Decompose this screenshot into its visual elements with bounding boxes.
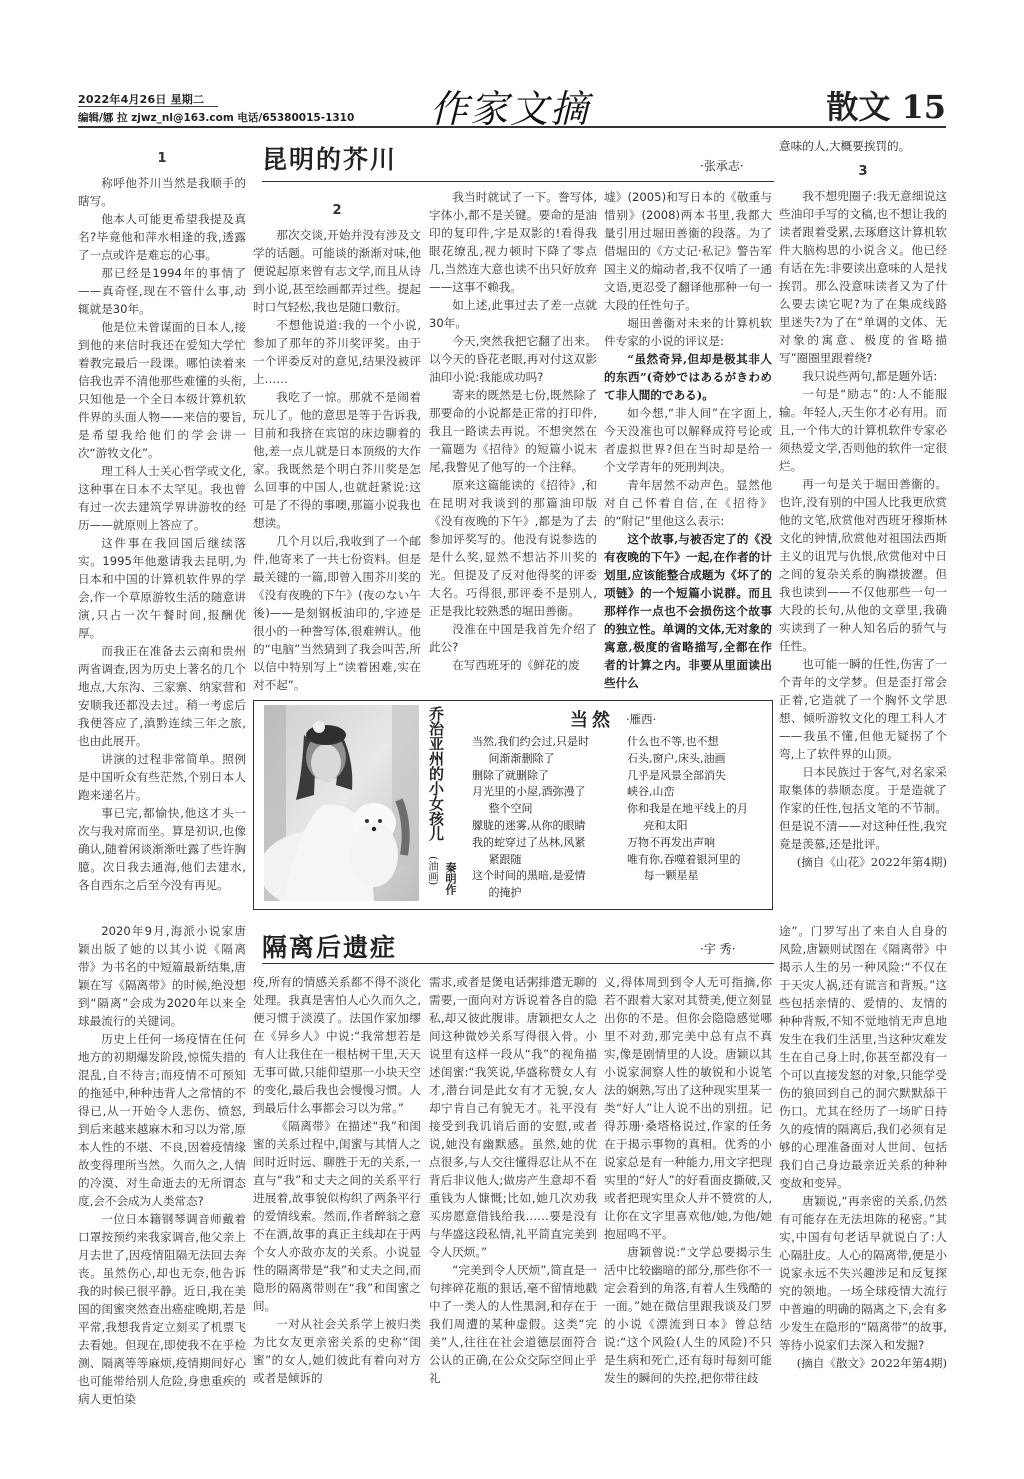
header-divider <box>78 126 946 128</box>
source-note: (摘自《散文》2022年第4期) <box>796 1356 947 1370</box>
paragraph: 一句是“励志”的:人不能服输。年轻人,天生你才必有用。而且,一个伟大的计算机软件专家必须热爱文学,否则他的软件一定很烂。 <box>779 387 947 473</box>
poem-line: 我的蛇穿过了丛林,风紧 <box>472 835 586 849</box>
paragraph: 称呼他芥川当然是我顺手的瞎写。 <box>78 176 246 208</box>
poem-line: 唯有你,吞噬着银河里的 <box>627 852 741 866</box>
poem-line: 你和我是在地平线上的月 <box>627 802 748 816</box>
paragraph: 在写西班牙的《鲜花的废 <box>452 658 580 672</box>
paragraph: 讲演的过程非常简单。照例是中国听众有些茫然,个别日本人跑来递名片。 <box>78 752 246 802</box>
article2-column-2 <box>253 973 421 1387</box>
section-page-label: 散文 15 <box>826 88 946 126</box>
painting-image <box>264 705 419 901</box>
article2-column-1 <box>78 922 246 1408</box>
poem-line: 朦胧的迷雾,从你的眼睛 <box>472 818 586 832</box>
poem-line: 间渐渐删除了 <box>488 751 555 765</box>
poem-line: 峡谷,山峦 <box>627 785 675 799</box>
paragraph: 理工科人士关心哲学或文化,这种事在日本不太罕见。我也曾有过一次去建筑学界讲游牧的经历——就原则上答应了。 <box>78 464 246 532</box>
poem-line: 几乎是风景全部消失 <box>627 768 726 782</box>
article1-column-2 <box>253 198 421 694</box>
poem-line: 每一颗星星 <box>643 869 699 883</box>
paragraph: 如上述,此事过去了差一点就30年。 <box>429 298 597 330</box>
article2-column-4 <box>604 973 772 1387</box>
poem-title: 当然 <box>570 710 614 731</box>
article-title: 昆明的芥川 <box>262 145 398 174</box>
paragraph: 唐颖说,“再亲密的关系,仍然有可能存在无法坦陈的秘密。”其实,中国有句老话早就说白了:人心隔肚皮。人心的隔离带,便是小说家永远不失兴趣涉足和反复探究的领地。一场全球疫情大流行中普遍的明确的隔离之下,会有多少发生在隐形的“隔离带”的故事,等待小说家们去深入和发掘? <box>779 1194 947 1352</box>
paragraph: 青年居然不动声色。显然他对自己怀着自信,在《招待》的“附记”里他这么表示: <box>604 478 772 528</box>
poem-line: 这个时间的黑暗,是爱情 <box>472 869 586 883</box>
paragraph: 他本人可能更希望我提及真名?毕竟他和萍水相逢的我,透露了一点或许是难忘的心事。 <box>78 212 246 262</box>
paragraph: 一位日本籍钢琴调音师戴着口罩按预约来我家调音,他父亲上月去世了,因疫情阻隔无法回去奔丧。虽然伤心,却也无奈,他告诉我的时候已很平静。近日,我在美国的闺蜜突然查出癌症晚期,若是平常,我想我肯定立刻买了机票飞去看她。但现在,即使我不在乎检测、隔离等等麻烦,疫情期间好心也可能带给别人危险,身患重疾的病人更怕染 <box>78 1212 246 1406</box>
poem-line: 石头,窗户,床头,油画 <box>627 751 726 765</box>
masthead-logo: 作家文摘 <box>430 87 591 131</box>
painting-title: 乔治亚州的小女孩儿 <box>427 706 445 841</box>
paragraph: 没准在中国是我首先介绍了此公? <box>429 622 597 654</box>
paragraph: 我当时就试了一下。誊写体,字体小,都不是关键。要命的是油印的复印件,字是双影的!看得我眼花缭乱,视力顿时下降了零点几,当然连大意也读不出只好放弃——这事不赖我。 <box>429 190 597 294</box>
editor-contact: 编辑/娜 拉 zjwz_nl@163.com 电话/65380015-1310 <box>78 112 355 124</box>
title-divider <box>262 963 774 964</box>
article-byline: ·宇 秀· <box>700 942 736 956</box>
article1-column-1 <box>78 146 246 894</box>
poem-line: 紧跟随 <box>488 852 522 866</box>
paragraph: 唐颖曾说:“文学总要揭示生活中比较幽暗的部分,那些你不一定会看到的角落,有着人生残酷的一面。”她在微信里跟我谈及门罗的小说《漂流到日本》曾总结说:“这个风险(人生的风险)不只是生病和死亡,还有每时每刻可能发生的瞬间的失控,把你带往歧 <box>604 1245 772 1385</box>
poem-author: ·雁西· <box>626 712 657 726</box>
paragraph: 再一句是关于堀田善衞的。也许,没有别的中国人比我更欣赏他的文笔,欣赏他对西班牙穆斯林文化的钟情,欣赏他对祖国法西斯主义的诅咒与仇恨,欣赏他对中日之间的复杂关系的胸襟披瀝。但我也读到——不仅他那些一句一大段的长句,从他的文章里,我确实读到了一种人知名后的骄气与任性。 <box>779 477 947 653</box>
paragraph: 这件事在我回国后继续落实。1995年他邀请我去昆明,为日本和中国的计算机软件界的学会,作一个草原游牧生活的随意讲演,只占一次午餐时间,报酬优厚。 <box>78 536 246 640</box>
paragraph: 我吃了一惊。那就不是闹着玩儿了。他的意思是等于告诉我,目前和我挤在宾馆的床边聊着的他,差一点儿就是日本顶级的大作家。我既然是个明白芥川奖是怎么回事的中国人,也就赶紧说:这可是了不得的事噢,那篇小说我也想读。 <box>253 390 421 530</box>
poem-left-column <box>472 734 622 902</box>
section-number: 2 <box>332 203 342 218</box>
paragraph: 而我正在准备去云南和贵州两省调查,因为历史上著名的几个地点,大东沟、三家寨、纳家营和安顺我还都没去过。稍一考虑后我便答应了,滇黔连续三年之旅,也由此展开。 <box>78 644 246 748</box>
article2-column-5 <box>779 922 947 1372</box>
poem-right-column <box>627 734 767 885</box>
paragraph: 那已经是1994年的事情了——真奇怪,现在不管什么事,动辄就是30年。 <box>78 266 246 316</box>
paragraph: 义,得体周到到令人无可指摘,你若不跟着大家对其赞美,便立刻显出你的不是。但你会隐隐感觉哪里不对劲,那完美中总有点不真实,像是剧情里的人设。唐颖以其小说家洞察人性的敏锐和小说笔法的娴熟,写出了这种现实里某一类“好人”让人说不出的别扭。记得苏珊·桑塔格说过,作家的任务在于揭示事物的真相。优秀的小说家总是有一种能力,用文字把现实里的“好人”的好看面皮撕破,又或者把现实里众人并不赞赏的人,让你在文字里喜欢他/她,为他/她抱屈鸣不平。 <box>604 975 772 1241</box>
paragraph: “完美到令人厌烦”,简直是一句摔碎花瓶的狠话,毫不留情地戳中了一类人的人性黑洞,和存在于我们周遭的某种虚假。这类“完美”人,往往在社会道德层面符合公认的正确,在公众交际空间止乎礼 <box>429 1263 597 1385</box>
paragraph: 需求,或者是煲电话粥排遣无聊的需要,一面向对方诉说着各自的隐私,却又彼此腹诽。唐颖把女人之间这种微妙关系写得很入骨。小说里有这样一段从“我”的视角描述闺蜜:“我笑说,华盛称赞女人有才,潜台词是此女有才无貌,女人却宁肯自己有貌无才。礼平没有接受到我讥诮后面的安慰,或者说,她没有幽默感。虽然,她的优点很多,与人交往懂得忍让从不在背后非议他人;做房产生意却不看重钱为人慷慨;比如,她几次劝我买房愿意借钱给我……要是没有与华盛这段私情,礼平简直完美到令人厌烦。” <box>429 975 597 1259</box>
paragraph: 事已完,都愉快,他这才头一次与我对席而坐。算是初识,也像确认,随着闲谈渐渐吐露了些许胸臆。次日我去通海,他们去建水,各自西东之后至今没有再见。 <box>78 806 246 892</box>
paragraph: 这个故事,与被否定了的《没有夜晚的下午》一起,在作者的计划里,应该能整合成题为《坏了的项链》的一个短篇小说群。而且那样作一点也不会损伤这个故事的独立性。单调的文体,无对象的寓意,极度的省略描写,全都在作者的计算之内。非要从里面读出些什么 <box>604 532 772 690</box>
section-number: 3 <box>858 164 868 179</box>
paragraph: 疫,所有的情感关系都不得不淡化处理。我真是害怕人心久而久之,便习惯于淡漠了。法国作家加缪在《异乡人》中说:“我常想若是有人让我住在一根枯树干里,天天无事可做,只能仰望那一小块天空的变化,最后我也会慢慢习惯。人到最后什么事都会习以为常。” <box>253 975 421 1115</box>
paragraph: 不想他说道:我的一个小说,参加了那年的芥川奖评奖。由于一个评委反对的意见,结果没被评上…… <box>253 318 421 386</box>
paragraph: 那次交谈,开始并没有涉及文学的话题。可能谈的渐渐对味,他便说起原来曾有志文学,而且从诗到小说,甚至绘画都弄过些。提起时口气轻松,我也是随口敷衍。 <box>253 228 421 314</box>
article1-column-5 <box>779 137 947 871</box>
paragraph: 几个月以后,我收到了一个邮件,他寄来了一共七份资料。但是最关键的一篇,即曾入围芥川奖的《没有夜晚的下午》(夜のない午後)——是刻钢板油印的,字迹是很小的一种誊写体,很难辨认。他的“电脑”当然猜到了我会叫苦,所以信中特别写上“读着困难,实在对不起”。 <box>253 534 421 692</box>
poem-line: 万物不再发出声响 <box>627 835 715 849</box>
source-note: (摘自《山花》2022年第4期) <box>796 855 947 869</box>
girl-with-dog-painting-icon <box>264 705 419 901</box>
continued-text: 意味的人,大概要挨罚的。 <box>779 139 911 153</box>
painting-medium: (油画) <box>427 856 439 886</box>
issue-date: 2022年4月26日 星期二 <box>78 93 205 106</box>
poem-line: 删除了就删除了 <box>472 768 549 782</box>
paragraph: 我不想兜圈子:我无意细说这些油印手写的文稿,也不想让我的读者跟着受累,去琢磨这计算机软件大脑构思的小说含义。他已经有话在先:非要读出意味的人是找挨罚。那么没意味读者又为了什么要去读它呢?为了在集成线路里迷失?为了在“单调的文体、无对象的寓意、极度的省略描写”圈圈里跟着绕? <box>779 189 947 365</box>
article1-column-3 <box>429 188 597 674</box>
paragraph: 寄来的既然是七份,既然除了那要命的小说都是正常的打印件,我且一路读去再说。不想突然在一篇题为《招待》的短篇小说末尾,我瞥见了他写的一个注释。 <box>429 388 597 474</box>
poem-line: 什么也不等,也不想 <box>627 735 719 748</box>
poem-line: 月光里的小屋,酒弥漫了 <box>472 785 586 799</box>
poem-line: 亮和太阳 <box>643 818 688 832</box>
paragraph: 一对从社会关系学上被归类为比女友更亲密关系的史称“闺蜜”的女人,她们彼此有着向对方或者是倾诉的 <box>253 1317 421 1385</box>
poem-line: 整个空间 <box>488 802 533 816</box>
paragraph: 也可能一瞬的任性,伤害了一个青年的文学梦。但是歪打常会正着,它造就了一个胸怀文学思想、倾听游牧文化的理工科人才——我虽不懂,但他无疑拐了个弯,上了软件界的山顶。 <box>779 657 947 761</box>
poem-line: 的掩护 <box>488 886 522 900</box>
paragraph: 途”。门罗写出了来自人自身的风险,唐颖则试图在《隔离带》中揭示人生的另一种风险:“不仅在于天灾人祸,还有谎言和背叛。”这些包括亲情的、爱情的、友情的种种背叛,不知不觉地悄无声息地发生在我们生活里,当这种灾难发生在自己身上时,你甚至都没有一个可以直接发怒的对象,只能学受伤的狼回到自己的洞穴默默舔干伤口。尤其在经历了一场旷日持久的疫情的隔离后,我们必须有足够的心理准备面对人世间、包括我们自己身边最亲近关系的种种变故和变异。 <box>779 924 947 1190</box>
paragraph: 堀田善衞对未来的计算机软件专家的小说的评议是: <box>604 316 772 348</box>
paragraph: “虽然奇异,但却是极其非人的东西”(奇妙ではあるがきわめて非人間的である)。 <box>604 352 772 402</box>
paragraph: 今天,突然我把它翻了出来。以今天的昏花老眼,再对付这双影油印小说:我能成功吗? <box>429 334 597 384</box>
paragraph: 2020年9月,海派小说家唐颖出版了她的以其小说《隔离带》为书名的中短篇最新结集,唐颖在写《隔离带》的时候,绝没想到“隔离”会成为2020年以来全球最流行的关键词。 <box>78 924 246 1028</box>
article-byline: ·张承志· <box>700 159 744 173</box>
article1-column-4 <box>604 188 772 692</box>
painting-author: 秦明作 <box>444 862 457 895</box>
paragraph: 墟》(2005)和写日本的《敬重与惜别》(2008)两本书里,我都大量引用过堀田善衞的段落。为了借堀田的《方丈记·私记》警告军国主义的煽动者,我不仅啃了一通文语,更忍受了翻译他那种一句一大段的任性句子。 <box>604 190 772 312</box>
paragraph: 他是位未曾谋面的日本人,接到他的来信时我还在爱知大学忙着教完最后一段课。哪怕读着来信我也弄不清他那些难懂的头衔,只知他是一个全日本级计算机软件界的头面人物——来信的要旨,是希望我给他们的学会讲一次“游牧文化”。 <box>78 320 246 460</box>
paragraph: 日本民族过于客气,对名家采取集体的恭顺态度。于是造就了作家的任性,包括文笔的不节制。但是说不清——对这种任性,我究竟是羡慕,还是批评。 <box>779 765 947 851</box>
paragraph: 《隔离带》在描述“我”和闺蜜的关系过程中,闺蜜与其情人之间时近时远、聊胜于无的关系,一直与“我”和丈夫之间的关系平行进展着,故事貌似构织了两条平行的爱情线索。然而,作者醉翁之意不在酒,故事的真正主线却在于两个女人亦敌亦友的关系。小说显性的隔离带是“我”和丈夫之间,而隐形的隔离带则在“我”和闺蜜之间。 <box>253 1119 421 1313</box>
section-number: 1 <box>157 151 167 166</box>
paragraph: 历史上任何一场疫情在任何地方的初期爆发阶段,惊慌失措的混乱,自不待言;而疫情不可预知的拖延中,种种违背人之常情的不得已,从一开始令人悲伤、愤怒,到后来越来越麻木和习以为常,原本人性的不堪、不良,因着疫情缘故变得理所当然。久而久之,人情的冷漠、对生命逝去的无所谓态度,会不会成为人类常态? <box>78 1032 246 1208</box>
article2-column-3 <box>429 973 597 1387</box>
paragraph: 原来这篇能读的《招待》,和在昆明对我谈到的那篇油印版《没有夜晚的下午》,都是为了去参加评奖写的。他没有说参选的是什么奖,显然不想沾芥川奖的光。但提及了反对他得奖的评委大名。巧得很,那评委不是别人,正是我比较熟悉的堀田善衞。 <box>429 478 597 618</box>
title-divider <box>262 181 774 182</box>
paragraph: 如今想,“非人间”在字面上,今天没准也可以解释成符号论或者虚拟世界?但在当时却是给一个文学青年的死刑判决。 <box>604 406 772 474</box>
article-title: 隔离后遗症 <box>262 933 398 962</box>
poem-line: 当然,我们约会过,只是时 <box>472 735 589 748</box>
paragraph: 我只说些两句,都是题外话: <box>802 369 938 383</box>
date-divider <box>78 106 218 107</box>
